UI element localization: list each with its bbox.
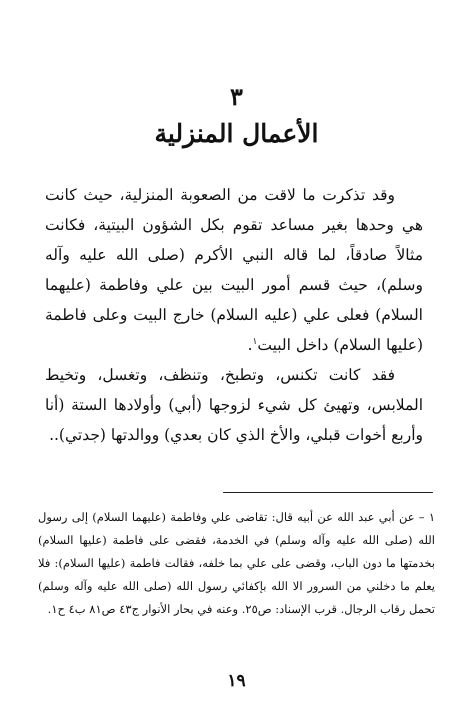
footnote: ١ – عن أبي عبد الله عن أبيه قال: تقاضى علي وفاطمة (عليهما السلام) إلى رسول الله (صلى الله عليه وآله وسلم) في الخدمة، فقضى على فاطمة (عليها السلام) بخدمتها ما دون الباب، وقضى على علي بما خلفه، فقالت فاطمة (عليها السلام): فلا يعلم ما دخلني من السرور الا الله بإكفائي رسول الله (صلى الله عليه وآله وسلم) تحمل رقاب الرجال. قرب الإسناد: ص٢٥. وعنه في بحار الأنوار ج٤٣ ص٨١ ب٤ ح١. [38, 510, 435, 616]
paragraph-text: وقد تذكرت ما لاقت من الصعوبة المنزلية، حيث كانت هي وحدها بغير مساعد تقوم بكل الشؤون البيتية، فكانت مثالاً صادقاً، لما قاله النبي الأكرم (صلى الله عليه وآله وسلم)، حيث قسم أمور البيت بين علي وفاطمة (عليهما السلام) فعلى علي (عليه السلام) خارج البيت وعلى فاطمة (عليها السلام) داخل البيت [45, 186, 423, 354]
paragraph-end: . [247, 336, 253, 354]
body-text [45, 180, 423, 450]
footnote-reference: ١ [252, 336, 258, 347]
chapter-title: الأعمال المنزلية [154, 119, 319, 148]
page-number: ١٩ [227, 671, 246, 691]
paragraph: فقد كانت تكنس، وتطبخ، وتنظف، وتغسل، وتخيط الملابس، وتهيئ كل شيء لزوجها (أبي) وأولادها الستة (أنا وأربع أخوات قبلي، والأخ الذي كان بعدي) ووالدتها (جدتي).. [45, 366, 423, 444]
paragraph [45, 180, 423, 360]
footnote-divider [223, 492, 433, 493]
chapter-number: ٣ [230, 82, 243, 111]
